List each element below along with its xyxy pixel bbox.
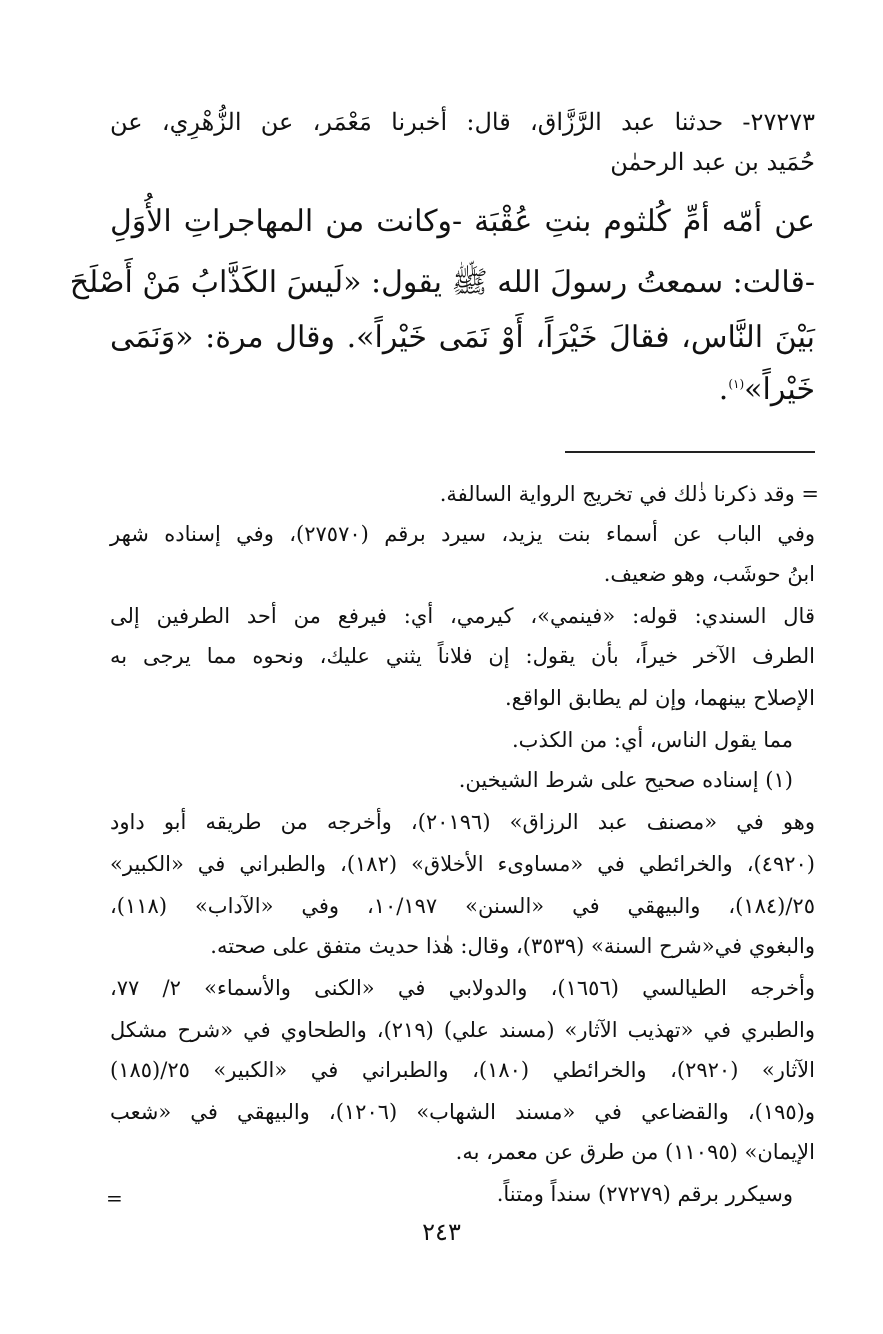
matn-line-4 [719,372,815,407]
matn-period: . [718,372,729,407]
footnote-line: الإصلاح بينهما، وإن لم يطابق الواقع. [504,686,815,710]
page-number: ٢٤٣ [422,1218,461,1246]
footnote-line: (٤٩٢٠)، والخرائطي في «مساوىء الأخلاق» (١٨٢)، والطبراني في «الكبير» [110,852,815,876]
footnote-ref: (١) [728,377,745,391]
footnote-line: الآثار» (٢٩٢٠)، والخرائطي (١٨٠)، والطبراني في «الكبير» ٢٥/(١٨٥) [110,1058,815,1082]
footnote-line: وسيكرر برقم (٢٧٢٧٩) سنداً ومتناً. [496,1182,793,1206]
footnote-line: وهو في «مصنف عبد الرزاق» (٢٠١٩٦)، وأخرجه من طريقه أبو داود [110,810,815,834]
footnote-line: والبغوي في«شرح السنة» (٣٥٣٩)، وقال: هٰذا حديث متفق على صحته. [210,934,815,958]
footnote-line: وأخرجه الطيالسي (١٦٥٦)، والدولابي في «الكنى والأسماء» ٢/ ٧٧، [110,976,815,1000]
footnote-line: الطرف الآخر خيراً، بأن يقول: إن فلاناً يثني عليك، ونحوه مما يرجى به [110,644,815,668]
footnote-line: = وقد ذكرنا ذٰلك في تخريج الرواية السالفة. [439,482,819,506]
footnote-line: مما يقول الناس، أي: من الكذب. [512,728,793,752]
matn-line-1: عن أمّه أمِّ كُلثوم بنتِ عُقْبَة -وكانت من المهاجراتِ الأُوَلِ [110,204,815,239]
isnad-line-2: حُمَيد بن عبد الرحمٰن [610,148,815,176]
continuation-mark: = [106,1186,123,1210]
footnote-line: والطبري في «تهذيب الآثار» (مسند علي) (٢١٩)، والطحاوي في «شرح مشكل [110,1018,815,1042]
isnad-line-1: ٢٧٢٧٣- حدثنا عبد الرَّزَّاق، قال: أخبرنا مَعْمَر، عن الزُّهْرِي، عن [110,108,815,136]
footnote-line: ابنُ حوشَب، وهو ضعيف. [603,562,815,586]
matn-line-3: بَيْنَ النَّاس، فقالَ خَيْرَاً، أَوْ نَمَى خَيْراً». وقال مرة: «وَنَمَى [110,320,815,355]
footnote-separator [565,451,815,453]
footnote-line: الإيمان» (١١٠٩٥) من طرق عن معمر، به. [455,1140,815,1164]
footnote-line: ٢٥/(١٨٤)، والبيهقي في «السنن» ١٠/١٩٧، وفي «الآداب» (١١٨)، [110,894,815,918]
footnote-line: و(١٩٥)، والقضاعي في «مسند الشهاب» (١٢٠٦)، والبيهقي في «شعب [110,1100,815,1124]
matn-text-end: خَيْراً» [744,372,815,407]
footnote-line: وفي الباب عن أسماء بنت يزيد، سيرد برقم (٢٧٥٧٠)، وفي إسناده شهر [110,522,815,546]
footnote-line: قال السندي: قوله: «فينمي»، كيرمي، أي: فيرفع من أحد الطرفين إلى [110,604,815,628]
matn-line-2: -قالت: سمعتُ رسولَ الله ﷺ يقول: «لَيسَ الكَذَّابُ مَنْ أَصْلَحَ [69,265,815,300]
footnote-line: (١) إسناده صحيح على شرط الشيخين. [458,768,793,792]
